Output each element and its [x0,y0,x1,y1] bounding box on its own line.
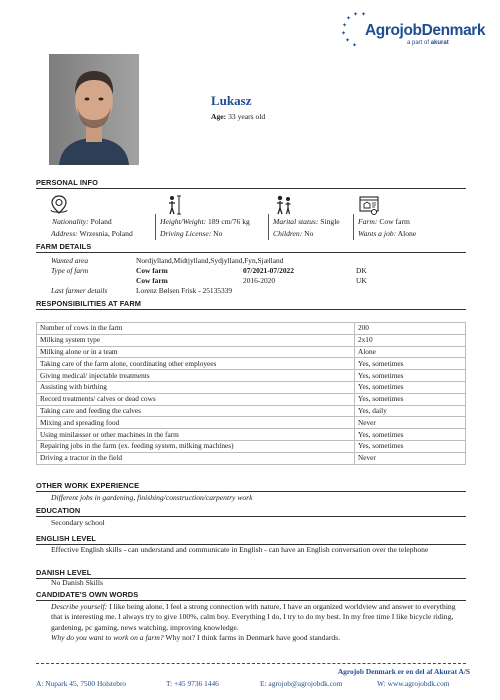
farm-row-1-type: Cow farm [136,266,168,275]
table-row [37,440,466,452]
farm-job-icon [358,194,380,216]
table-row [37,334,466,346]
value-cell: Yes, sometimes [355,429,466,441]
pi-family-column [271,192,353,240]
other-work-text: Different jobs in gardening, finishing/construction/carpentry work [51,493,253,502]
svg-text:✦: ✦ [361,12,367,18]
svg-text:✦: ✦ [342,23,348,29]
logo-subtitle [407,40,449,48]
farm-type-label: Type of farm [51,266,89,275]
pi-nationality-column [36,192,154,240]
farm-row-1-period: 07/2021-07/2022 [243,266,294,275]
section-divider [36,252,466,253]
value-cell: Yes, sometimes [355,393,466,405]
english-heading: ENGLISH LEVEL [36,534,97,543]
logo-sub-brand: akurat [430,40,449,46]
danish-text: No Danish Skills [51,578,103,587]
own-words-text [51,602,466,644]
license-line [160,229,222,238]
english-text: Effective English skills - can understand and communicate in English - can have an English conversation over the telephone [51,545,429,554]
table-row [37,323,466,335]
task-cell: Milking system type [37,334,355,346]
farm-row-2-type: Cow farm [136,276,168,285]
responsibilities-table [36,322,466,465]
svg-text:✦: ✦ [352,43,358,49]
value-cell: Never [355,452,466,464]
value-cell: Yes, sometimes [355,381,466,393]
farm-row-2-period: 2016-2020 [243,276,276,285]
farm-details-heading: FARM DETAILS [36,242,92,251]
value-cell: Yes, sometimes [355,358,466,370]
danish-heading: DANISH LEVEL [36,568,92,577]
farm-row-2-country: UK [356,276,367,285]
marital-value: Single [320,217,340,226]
section-divider [36,188,466,189]
license-label: Driving License: [160,229,212,238]
section-divider [36,309,466,310]
svg-text:✦: ✦ [341,31,347,37]
wanted-area-value: Nordjylland,Midtjylland,Sydjylland,Fyn,Sjælland [136,256,284,265]
footer-company: Agrojob Denmark er en del af Akurat A/S [337,667,470,676]
section-divider [36,600,466,601]
svg-text:✦: ✦ [353,12,359,18]
value-cell: Yes, sometimes [355,440,466,452]
why-farm-question: Why do you want to work on a farm? [51,633,164,643]
table-row [37,358,466,370]
table-row [37,381,466,393]
family-icon [273,194,295,216]
value-cell: Never [355,417,466,429]
wants-job-value: Alone [397,229,417,238]
height-weight-label: Height/Weight: [160,217,207,226]
section-divider [36,516,466,517]
svg-text:✦: ✦ [346,16,352,22]
describe-yourself-answer: I like being alone, I feel a strong connection with nature, I have an organized worldview and answer to everything that is interesting me. I always try to give 100%, calm boy. Everything I do, I try to do my best. In my free time I like bicycle riding, gardening, pc gaming, news watching, improving knowledge. [51,602,456,632]
value-cell: 2x10 [355,334,466,346]
last-farmer-label: Last farmer details [51,286,108,295]
task-cell: Record treatments/ calves or dead cows [37,393,355,405]
task-cell: Number of cows in the farm [37,323,355,335]
table-row [37,346,466,358]
children-label: Children: [273,229,303,238]
table-row [37,452,466,464]
column-divider [353,214,354,240]
children-value: No [304,229,314,238]
candidate-photo [49,54,139,165]
footer-divider [36,663,466,664]
column-divider [268,214,269,240]
table-row [37,405,466,417]
farm-label: Farm: [358,217,378,226]
responsibilities-heading: RESPONSIBILITIES AT FARM [36,299,142,308]
task-cell: Assisting with birthing [37,381,355,393]
address-label: Address: [51,229,78,238]
value-cell: 200 [355,323,466,335]
farm-value: Cow farm [379,217,410,226]
table-row [37,393,466,405]
marital-line [273,217,340,226]
person-height-icon [164,194,186,216]
age-label: Age: [211,112,227,121]
nationality-label: Nationality: [52,217,89,226]
own-words-heading: CANDIDATE'S OWN WORDS [36,590,139,599]
task-cell: Giving medical/ injectable treatments [37,370,355,382]
footer-email[interactable]: E: agrojob@agrojobdk.com [260,679,343,688]
footer-phone[interactable]: T: +45 9736 1446 [166,679,219,688]
height-weight-value: 189 cm/76 kg [208,217,250,226]
table-row [37,417,466,429]
map-pin-icon [48,194,70,216]
marital-label: Marital status: [273,217,319,226]
last-farmer-value: Lorenz Bølsen Frisk - 25135339 [136,286,233,295]
task-cell: Taking care of the farm alone, coordinating other employees [37,358,355,370]
children-line [273,229,313,238]
pi-farm-column [356,192,466,240]
task-cell: Driving a tractor in the field [37,452,355,464]
farm-line [358,217,410,226]
value-cell: Yes, sometimes [355,370,466,382]
nationality-value: Poland [90,217,112,226]
agrojob-logo [337,9,486,49]
personal-info-heading: PERSONAL INFO [36,178,98,187]
height-weight-line [160,217,250,226]
task-cell: Mixing and spreading food [37,417,355,429]
column-divider [155,214,156,240]
table-row [37,429,466,441]
pi-body-column [158,192,268,240]
value-cell: Yes, daily [355,405,466,417]
logo-sub-prefix: a part of [407,40,430,46]
age-value: 33 years old [228,112,266,121]
wants-job-label: Wants a job: [358,229,397,238]
table-row [37,370,466,382]
education-heading: EDUCATION [36,506,81,515]
describe-yourself-question: Describe yourself: [51,602,108,611]
address-value: Wrzesnia, Poland [79,229,133,238]
footer-website[interactable]: W: www.agrojobdk.com [377,679,450,688]
license-value: No [213,229,223,238]
wanted-area-label: Wanted area [51,256,89,265]
wants-job-line [358,229,416,238]
logo-brand-text: AgrojobDenmark [365,22,486,39]
address-line [51,229,133,238]
task-cell: Repairing jobs in the farm (ex. feeding system, milking machines) [37,440,355,452]
farm-row-1-country: DK [356,266,367,275]
nationality-line [52,217,112,226]
task-cell: Milking alone or in a team [37,346,355,358]
section-divider [36,491,466,492]
why-farm-answer: Why not? I think farms in Denmark have good standards. [165,633,341,643]
other-work-heading: OTHER WORK EXPERIENCE [36,481,140,490]
footer-address: A: Nupark 45, 7500 Holstebro [36,679,127,688]
svg-text:✦: ✦ [345,38,351,44]
candidate-name: Lukasz [211,93,252,108]
task-cell: Using minilæsser or other machines in the farm [37,429,355,441]
education-text: Secondary school [51,518,105,527]
task-cell: Taking care and feeding the calves [37,405,355,417]
value-cell: Alone [355,346,466,358]
candidate-age [211,112,265,121]
